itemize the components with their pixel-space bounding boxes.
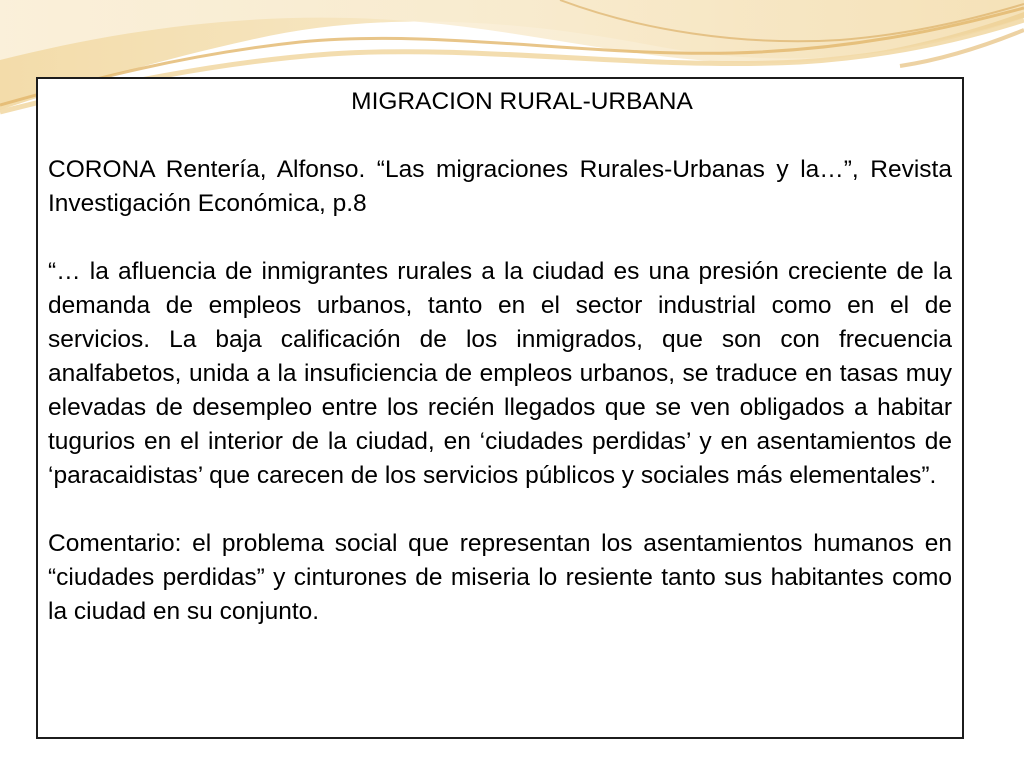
content-box (36, 77, 964, 739)
slide-title: MIGRACION RURAL-URBANA (351, 88, 693, 115)
citation-text: CORONA Rentería, Alfonso. “Las migraciones Rurales-Urbanas y la…”, Revista Investigación Económica, p.8 (48, 156, 952, 217)
comment-paragraph: Comentario: el problema social que representan los asentamientos humanos en “ciudades perdidas” y cinturones de miseria lo resiente tanto sus habitantes como la ciudad en su conjunto. (48, 530, 952, 625)
spacer (48, 493, 952, 527)
spacer (48, 221, 952, 255)
quote-paragraph: “… la afluencia de inmigrantes rurales a la ciudad es una presión creciente de la demanda de empleos urbanos, tanto en el sector industrial como en el de servicios. La baja calificación de los inmigrados, que son con frecuencia analfabetos, unida a la insuficiencia de empleos urbanos, se traduce en tasas muy elevadas de desempleo entre los recién llegados que se ven obligados a habitar tugurios en el interior de la ciudad, en ‘ciudades perdidas’ y en asentamientos de ‘paracaidistas’ que carecen de los servicios públicos y sociales más elementales”. (48, 258, 952, 489)
spacer (48, 119, 952, 153)
